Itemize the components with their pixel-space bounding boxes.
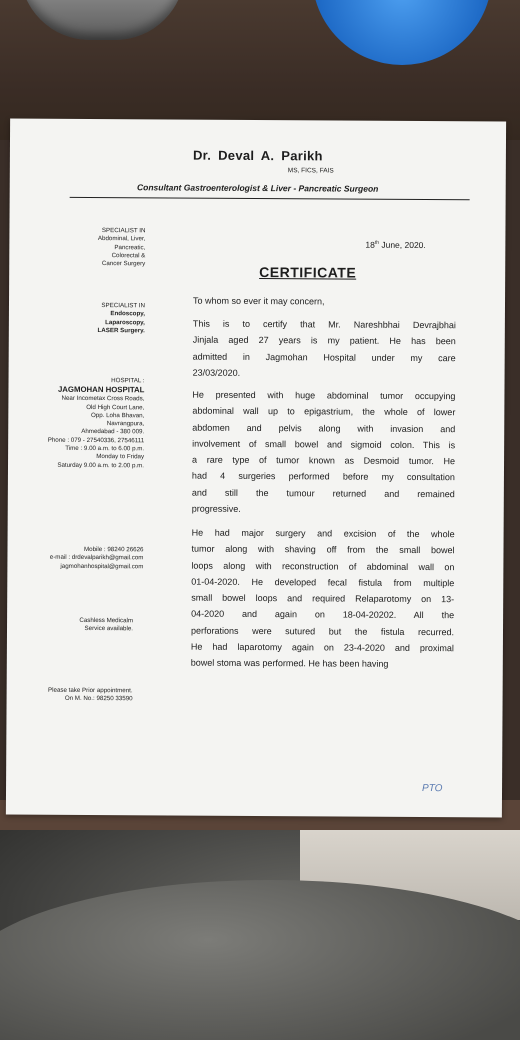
specialist-heading: SPECIALIST IN <box>101 302 146 310</box>
cashless-block <box>37 617 133 634</box>
specialist-block-endoscopy <box>49 302 145 336</box>
hospital-time: Time : 9.00 a.m. to 6.00 p.m. <box>65 444 145 453</box>
body-line: He presented with huge abdominal tumor occupying <box>192 389 456 402</box>
hospital-phone: Phone : 079 - 27540336, 27546111 <box>47 436 145 445</box>
appointment-line: On M. No.: 98250 33590 <box>64 695 133 703</box>
body-line: He had laparotomy again on 23-4-2020 and proximal <box>190 641 454 654</box>
body-line: progressive. <box>191 503 241 514</box>
body-line: bowel stoma was performed. He has been having <box>190 657 389 670</box>
hospital-block <box>18 377 145 471</box>
certificate-paper <box>6 118 506 817</box>
date-rest: June, 2020. <box>378 239 426 251</box>
body-line: 23/03/2020. <box>192 367 241 378</box>
specialist-line: Abdominal, Liver, <box>97 235 146 243</box>
body-line: 01-04-2020. He developed fecal fistula from multiple <box>191 576 455 589</box>
hospital-address-line: Opp. Loha Bhavan, <box>90 411 145 420</box>
hospital-time: Saturday 9.00 a.m. to 2.00 p.m. <box>57 461 145 469</box>
body-line: admitted in Jagmohan Hospital under my care <box>192 351 456 363</box>
body-line: Jinjala aged 27 years is my patient. He has been <box>192 334 456 347</box>
hospital-name: JAGMOHAN HOSPITAL <box>57 385 145 395</box>
paragraph-2 <box>192 387 456 519</box>
certificate-title: CERTIFICATE <box>259 264 357 281</box>
body-line: had 4 surgeries performed before my consultation <box>191 471 455 483</box>
body-line: This is to certify that Mr. Nareshbhai Devrajbhai <box>192 318 456 331</box>
hospital-address-line: Navrangpura, <box>106 420 145 428</box>
body-line: a rare type of tumor known as Desmoid tumor. He <box>192 454 456 467</box>
body-line: small bowel loops and required Relaparotomy on 13- <box>191 592 455 605</box>
body-line: He had major surgery and excision of the whole <box>191 527 455 540</box>
body-line: loops along with reconstruction of abdominal wall on <box>191 560 455 572</box>
paragraph-1 <box>193 316 456 383</box>
body-line: 04-2020 and again on 18-04-20202. All the <box>191 609 455 621</box>
doctor-name: Dr. Deval A. Parikh <box>192 147 323 164</box>
specialist-line: Laparoscopy, <box>105 318 145 326</box>
certificate-date <box>365 240 425 250</box>
body-line: involvement of small bowel and sigmoid colon. This is <box>192 438 456 451</box>
date-day: 18 <box>365 239 375 250</box>
body-line: abdomen and pelvis along with invasion and <box>192 422 456 434</box>
doctor-speciality: Consultant Gastroenterologist & Liver - Pancreatic Surgeon <box>136 182 379 194</box>
body-line: perforations were sutured but the fistula recurred. <box>190 625 455 637</box>
hospital-address-line: Ahmedabad - 380 009. <box>81 428 145 436</box>
specialist-heading: SPECIALIST IN <box>101 227 146 235</box>
hospital-address-line: Near Incometax Cross Roads, <box>61 395 145 403</box>
specialist-block-surgery <box>49 227 145 269</box>
specialist-line: Pancreatic, <box>114 243 146 251</box>
body-line: and still the tumour returned and remained <box>191 487 455 499</box>
specialist-line: Cancer Surgery <box>101 260 146 268</box>
paragraph-3 <box>191 525 455 673</box>
body-line: abdominal wall up to epigastrium, the whole of lower <box>192 405 456 418</box>
specialist-line: Colorectal & <box>111 252 146 260</box>
hospital-time: Monday to Friday <box>96 453 145 461</box>
mobile-number: Mobile : 98240 26626 <box>83 545 144 554</box>
appointment-line: Please take Prior appointment. <box>47 686 133 695</box>
fabric-fold <box>0 880 520 1040</box>
email-address: jagmohanhospital@gmail.com <box>60 562 144 570</box>
specialist-line: Endoscopy, <box>110 310 145 318</box>
letterhead-divider <box>70 197 470 201</box>
cashless-line: Cashless Medicalm <box>79 616 134 625</box>
specialist-line: LASER Surgery. <box>97 326 145 335</box>
hospital-address-line: Old High Court Lane, <box>86 403 145 411</box>
date-suffix: th <box>374 239 380 246</box>
doctor-qualifications: MS, FICS, FAIS <box>287 167 334 175</box>
body-line: tumor along with shaving off from the small bowel <box>191 543 455 556</box>
pto-handwritten-mark: PTO <box>422 783 443 795</box>
contact-block <box>17 546 143 572</box>
email-address: e-mail : drdevalparikh@gmail.com <box>49 554 144 562</box>
hospital-label: HOSPITAL : <box>111 377 145 385</box>
cashless-line: Service available. <box>84 625 134 633</box>
salutation: To whom so ever it may concern, <box>192 295 325 307</box>
appointment-block <box>27 687 133 704</box>
